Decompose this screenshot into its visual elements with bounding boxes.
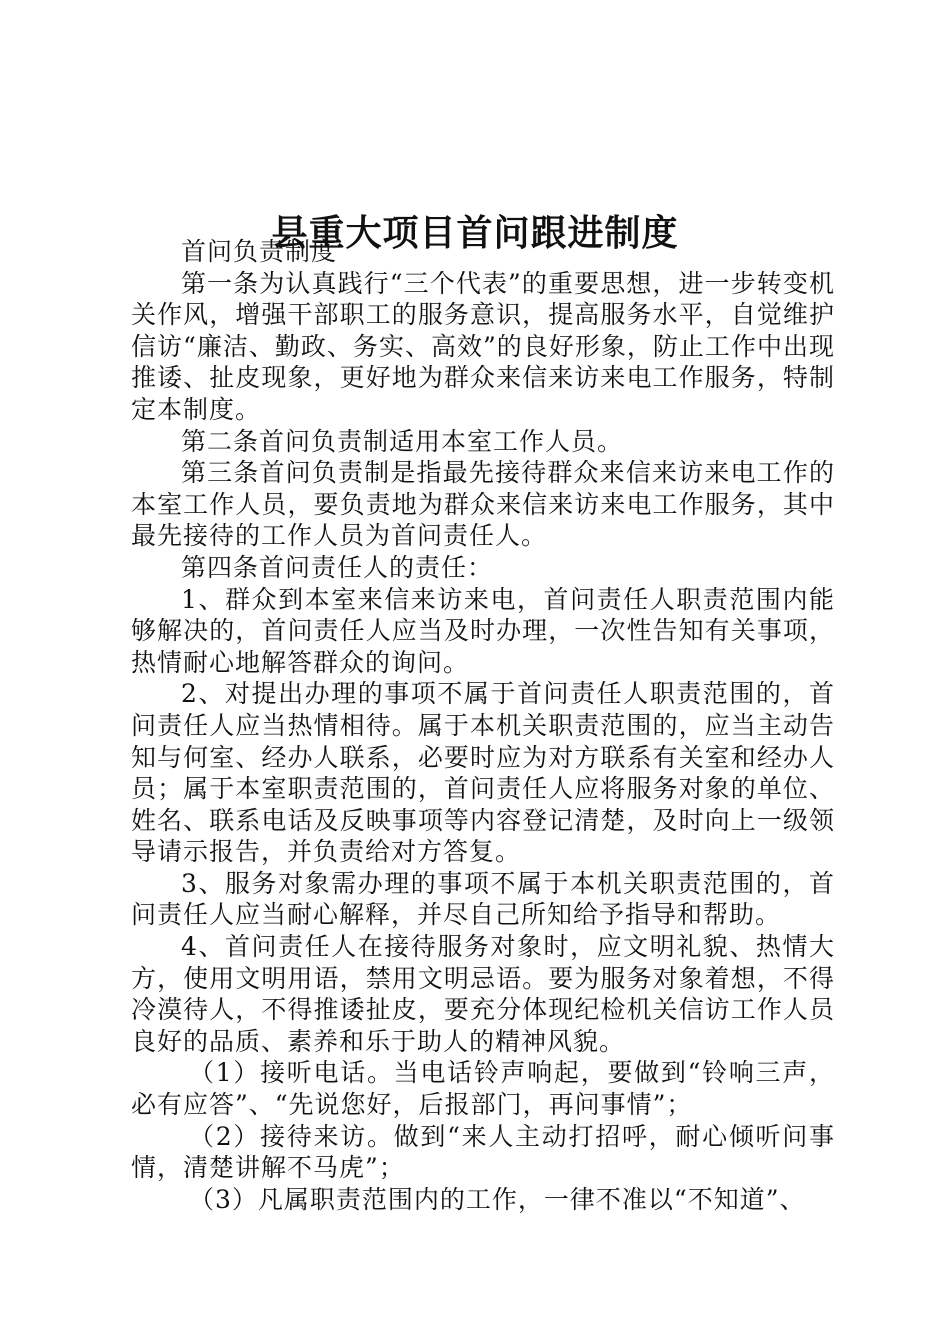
paragraph-article-3: 第三条首问负责制是指最先接待群众来信来访来电工作的本室工作人员，要负责地为群众来信来访来电工作服务，其中最先接待的工作人员为首问责任人。 (131, 458, 835, 551)
paragraph-item-1: 1、群众到本室来信来访来电，首问责任人职责范围内能够解决的，首问责任人应当及时办理，一次性告知有关事项，热情耐心地解答群众的询问。 (131, 584, 835, 677)
paragraph-subitem-2: （2）接待来访。做到“来人主动打招呼，耐心倾听问事情，清楚讲解不马虎”； (131, 1121, 835, 1183)
paragraph-subitem-3: （3）凡属职责范围内的工作，一律不准以“不知道”、 (189, 1184, 806, 1214)
paragraph-item-4: 4、首问责任人在接待服务对象时，应文明礼貌、热情大方，使用文明用语，禁用文明忌语。要为服务对象着想，不得冷漠待人，不得推诿扯皮，要充分体现纪检机关信访工作人员良好的品质、素养和乐于助人的精神风貌。 (131, 932, 835, 1056)
paragraph-article-2: 第二条首问负责制适用本室工作人员。 (181, 426, 624, 456)
paragraph-section-heading: 首问负责制度 (181, 237, 338, 266)
paragraph-item-2: 2、对提出办理的事项不属于首问责任人职责范围的，首问责任人应当热情相待。属于本机关职责范围的，应当主动告知与何室、经办人联系，必要时应为对方联系有关室和经办人员；属于本室职责范围的，首问责任人应将服务对象的单位、姓名、联系电话及反映事项等内容登记清楚，及时向上一级领导请示报告，并负责给对方答复。 (131, 679, 835, 867)
paragraph-article-1: 第一条为认真践行“三个代表”的重要思想，进一步转变机关作风，增强干部职工的服务意识，提高服务水平，自觉维护信访“廉洁、勤政、务实、高效”的良好形象，防止工作中出现推诿、扯皮现象，更好地为群众来信来访来电工作服务，特制定本制度。 (131, 268, 835, 424)
document-title: 县重大项目首问跟进制度 (271, 212, 679, 255)
paragraph-item-3: 3、服务对象需办理的事项不属于本机关职责范围的，首问责任人应当耐心解释，并尽自己所知给予指导和帮助。 (131, 868, 835, 930)
paragraph-article-4: 第四条首问责任人的责任： (181, 552, 494, 582)
document-body (131, 236, 835, 1215)
paragraph-subitem-1: （1）接听电话。当电话铃声响起，要做到“铃响三声，必有应答”、“先说您好，后报部门，再问事情”； (131, 1058, 835, 1120)
